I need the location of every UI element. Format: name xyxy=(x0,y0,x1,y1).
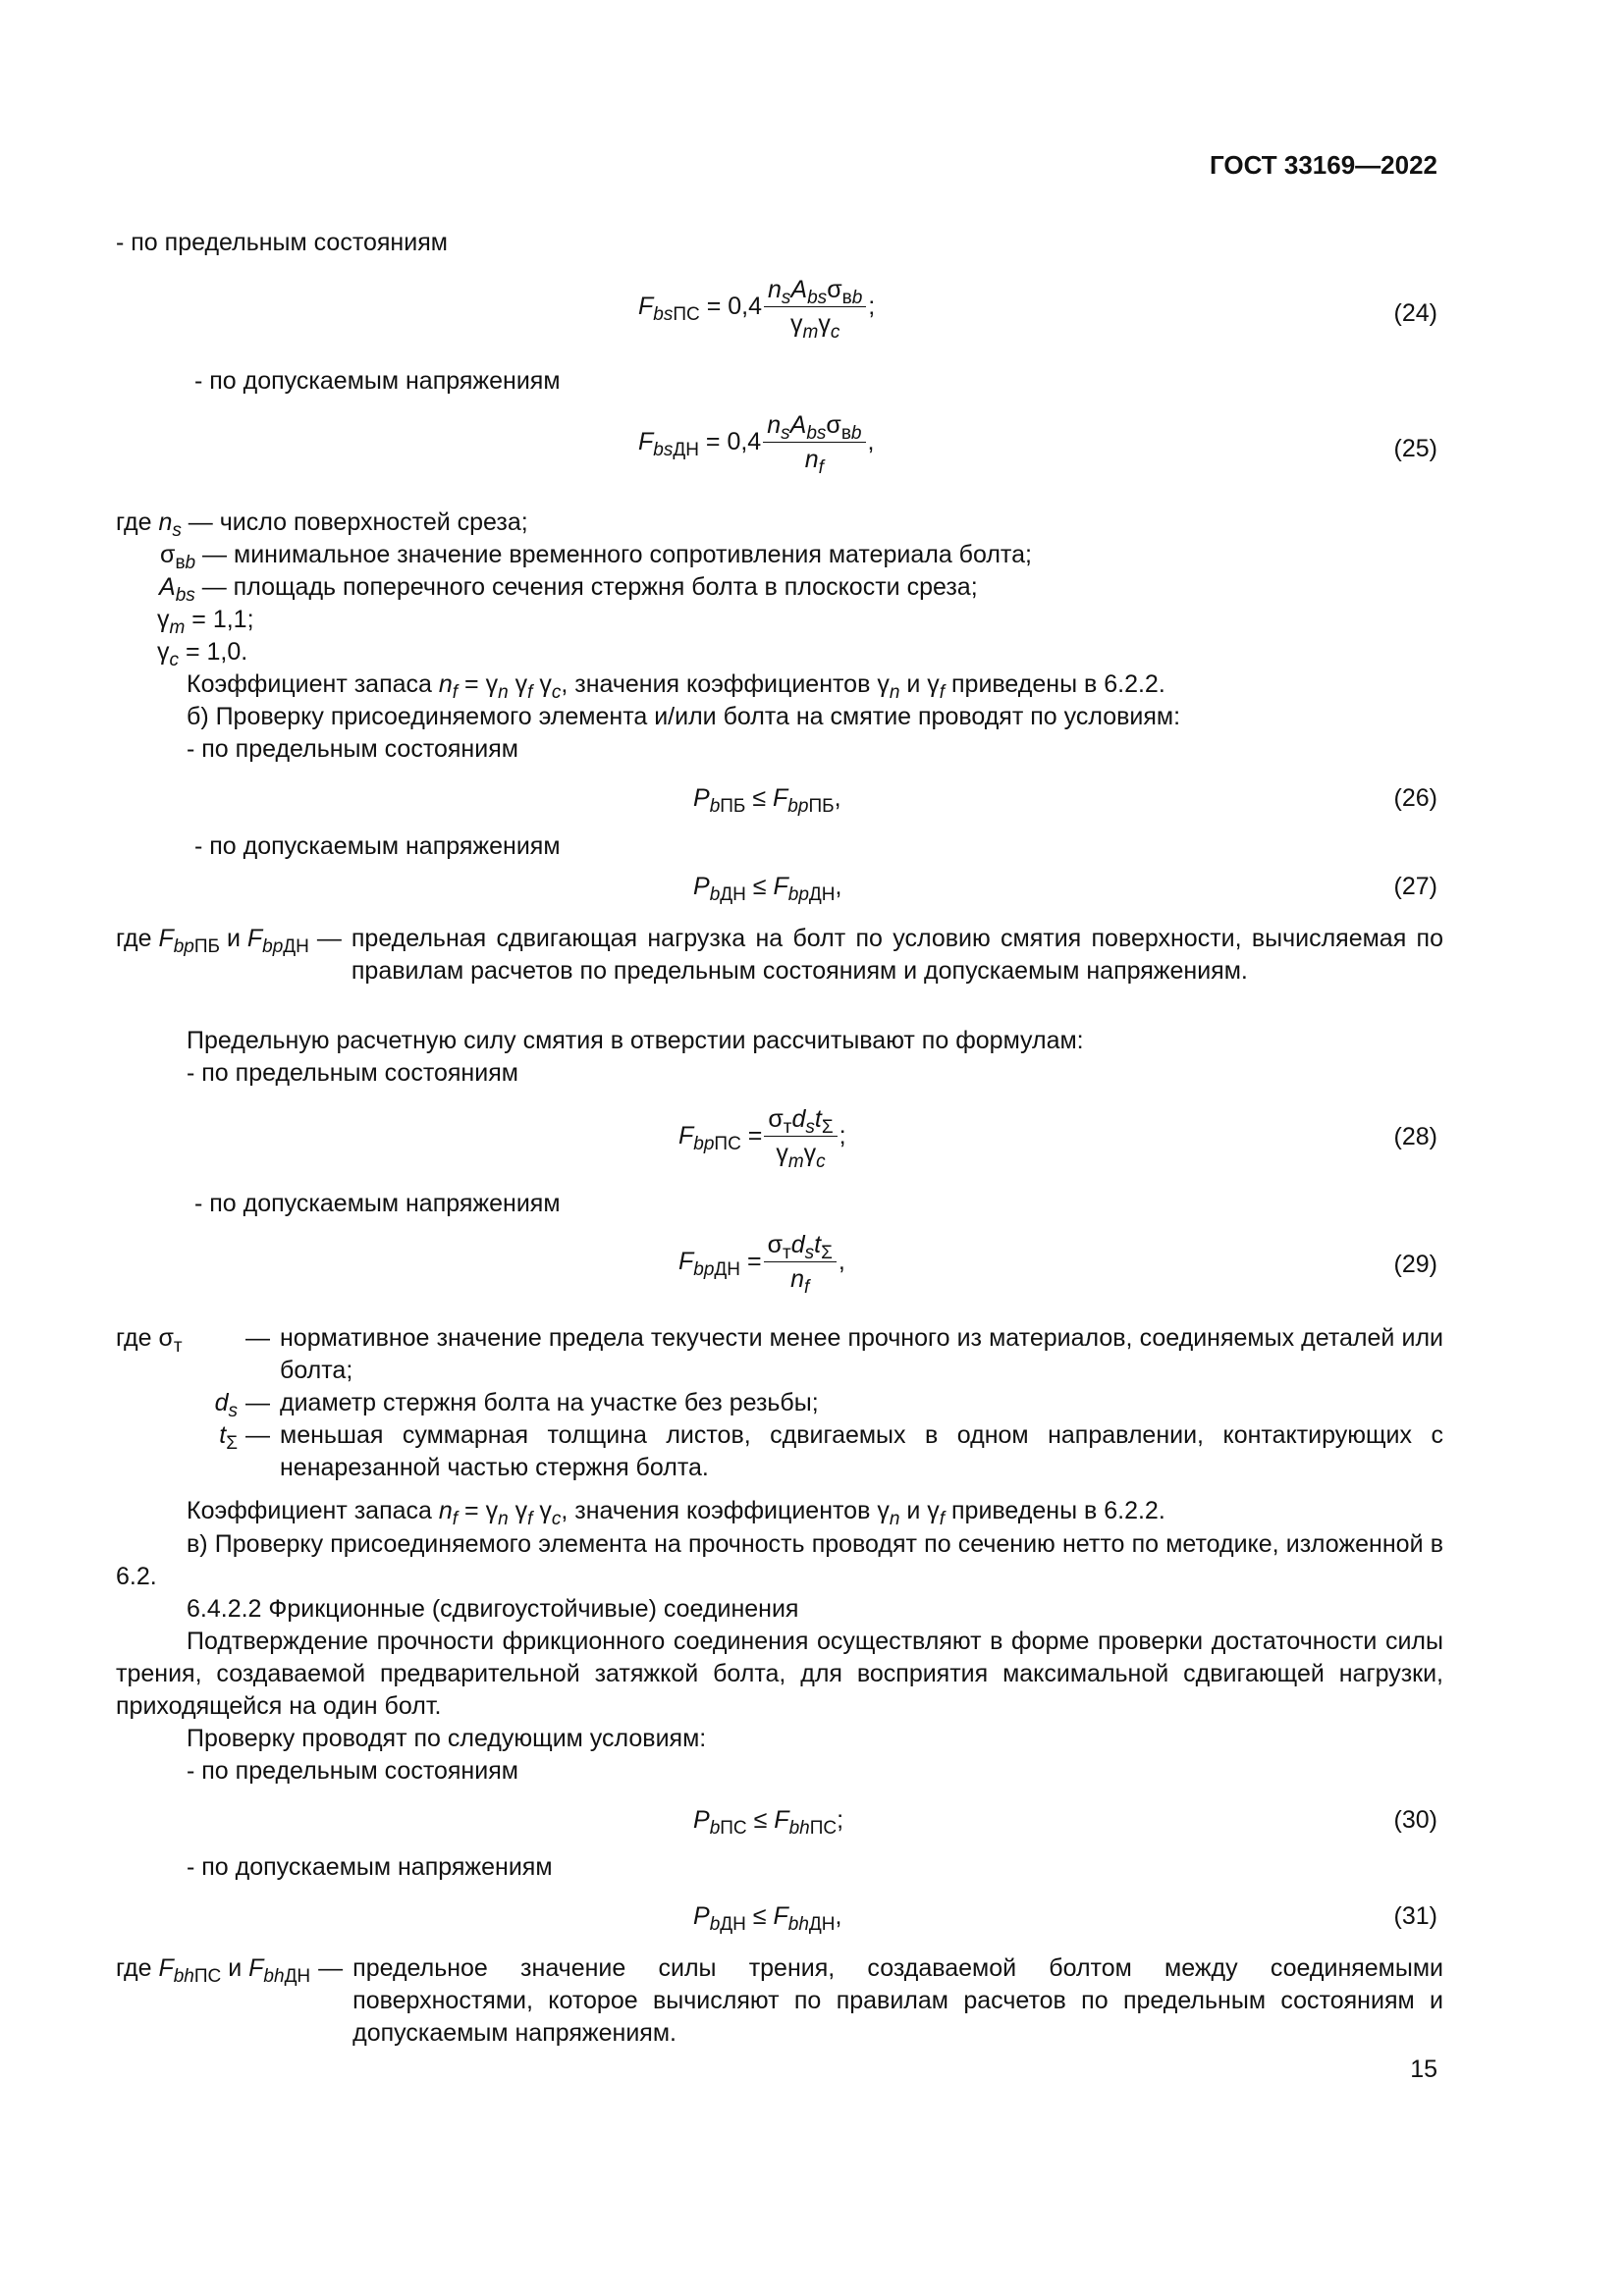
formula-26: $P_{bПБ} \le F_{bpПБ}$, xyxy=(693,784,841,817)
def-gamma-c: $\gamma_c = 1,0$. xyxy=(157,638,248,670)
label-allowable-stresses: - по допускаемым напряжениям xyxy=(194,367,561,395)
def-ns: где $n_s$ — число поверхностей среза; xyxy=(116,508,528,541)
coef-paragraph-2: Коэффициент запаса $n_f = \gamma_n$ $\gamma_f$ $\gamma_c$, значения коэффициентов $\gamma_n$ и $\gamma_f$ приведены в 6.2.2. xyxy=(187,1497,1165,1529)
def-gamma-m: $\gamma_m = 1,1$; xyxy=(157,606,254,638)
definitions-bearing xyxy=(116,1322,1443,1484)
label-limit-states-4: - по предельным состояниям xyxy=(187,1757,518,1785)
paragraph-friction: Подтверждение прочности фрикционного соединения осуществляют в форме проверки достаточности силы трения, создаваемой предварительной затяжкой болта, для восприятия максимальной сдвигающей нагрузки, приходящейся на один болт. xyxy=(116,1628,1443,1720)
formula-25: $F_{bsДН} = 0,4$ $\frac{n_sA_{bs}\sigma_{вb}}{n_f}$ , xyxy=(638,411,875,478)
paragraph-bearing-intro: Предельную расчетную силу смятия в отверстии рассчитывают по формулам: xyxy=(187,1027,1084,1054)
label-allowable-stresses-3: - по допускаемым напряжениям xyxy=(194,1190,561,1217)
def-ds: $d_s$ — диаметр стержня болта на участке без резьбы; xyxy=(214,1389,819,1421)
paragraph-v: в) Проверку присоединяемого элемента на прочность проводят по сечению нетто по методике, изложенной в 6.2. xyxy=(116,1530,1443,1590)
definitions-shear xyxy=(116,507,1443,668)
formula-28: $F_{bpПС}$ = $\frac{\sigma_тd_st_\Sigma}{\gamma_m\gamma_c}$ ; xyxy=(678,1105,846,1172)
equation-number-31: (31) xyxy=(1393,1902,1437,1930)
def-fbh: где $F_{bhПС}$ и $F_{bhДН}$ — предельное значение силы трения, создаваемой болтом между соединяемыми поверхностями, которое вычисляют по правилам расчетов по предельным состояниям и допускаемым напряжениям. xyxy=(116,1954,1443,2047)
paragraph-check: Проверку проводят по следующим условиям: xyxy=(187,1725,707,1752)
equation-number-27: (27) xyxy=(1393,873,1437,900)
formula-27: $P_{bДН} \le F_{bpДН}$, xyxy=(693,873,842,905)
formula-31: $P_{bДН} \le F_{bhДН}$, xyxy=(693,1902,842,1935)
equation-number-30: (30) xyxy=(1393,1806,1437,1834)
equation-number-24: (24) xyxy=(1393,299,1437,327)
document-header: ГОСТ 33169—2022 xyxy=(1210,150,1437,180)
formula-29: $F_{bpДН}$ = $\frac{\sigma_тd_st_\Sigma}{n_f}$ , xyxy=(678,1231,845,1298)
def-tsum: $t_\Sigma$ — меньшая суммарная толщина листов, сдвигаемых в одном направлении, контактирующих с ненарезанной частью стержня болта. xyxy=(219,1421,1443,1481)
def-sigma-t: где $\sigma_т$ — нормативное значение предела текучести менее прочного из материалов, соединяемых деталей или болта; xyxy=(116,1324,1443,1384)
label-allowable-stresses-2: - по допускаемым напряжениям xyxy=(194,832,561,860)
label-limit-states-3: - по предельным состояниям xyxy=(187,1059,518,1087)
equation-number-29: (29) xyxy=(1393,1251,1437,1278)
equation-number-25: (25) xyxy=(1393,435,1437,462)
equation-number-26: (26) xyxy=(1393,784,1437,812)
label-limit-states-2: - по предельным состояниям xyxy=(187,735,518,763)
section-heading-6422: 6.4.2.2 Фрикционные (сдвигоустойчивые) соединения xyxy=(187,1595,799,1623)
label-limit-states: - по предельным состояниям xyxy=(116,229,448,256)
def-sigma-vb: $\sigma_{вb}$ — минимальное значение временного сопротивления материала болта; xyxy=(160,541,1032,573)
page-number: 15 xyxy=(1410,2056,1437,2083)
definitions-friction xyxy=(116,1952,1443,2050)
def-fbp: где $F_{bpПБ}$ и $F_{bpДН}$ — предельная сдвигающая нагрузка на болт по условию смятия поверхности, вычисляемая по правилам расчетов по предельным состояниям и допускаемым напряжениям. xyxy=(116,925,1443,985)
definitions-bearing-load xyxy=(116,923,1443,988)
paragraph-b: б) Проверку присоединяемого элемента и/или болта на смятие проводят по условиям: xyxy=(187,703,1181,730)
formula-24: $F_{bsПС} = 0,4$ $\frac{n_sA_{bs}\sigma_{вb}}{\gamma_m\gamma_c}$ ; xyxy=(638,276,876,343)
formula-30: $P_{bПС} \le F_{bhПС}$; xyxy=(693,1806,844,1839)
coef-paragraph-1: Коэффициент запаса $n_f = \gamma_n$ $\gamma_f$ $\gamma_c$, значения коэффициентов $\gamma_n$ и $\gamma_f$ приведены в 6.2.2. xyxy=(187,670,1165,703)
def-abs: $A_{bs}$ — площадь поперечного сечения стержня болта в плоскости среза; xyxy=(159,573,978,606)
label-allowable-stresses-4: - по допускаемым напряжениям xyxy=(187,1853,553,1881)
equation-number-28: (28) xyxy=(1393,1123,1437,1150)
